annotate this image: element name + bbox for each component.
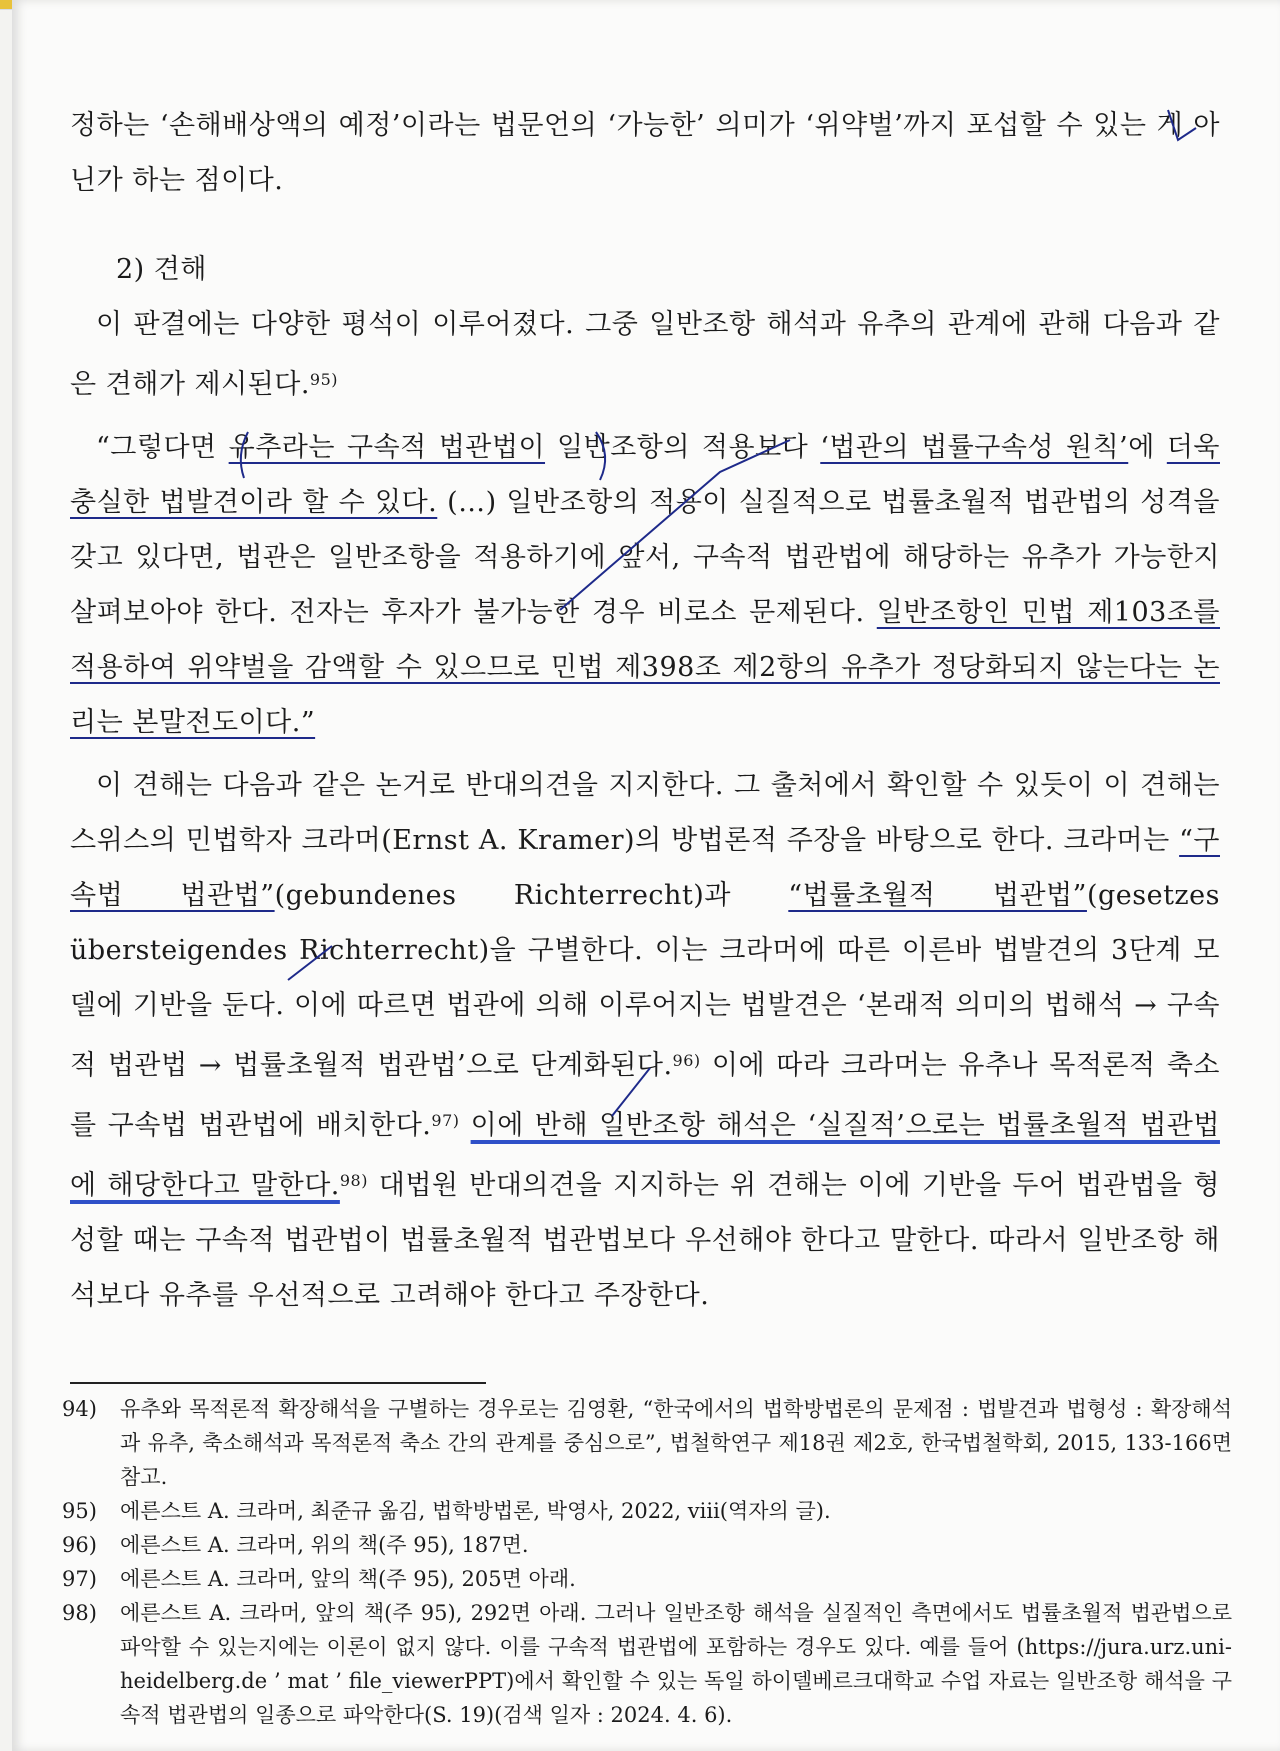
quote-underline-4: 일반조항인 민법 제103조를 적용하여 위약벌을 감액할 수 있으므로 민법 제398조 제2항의 유추가 정당화되지 않는다는 논리는 본말전도이다.” — [70, 597, 1220, 738]
document-body — [70, 98, 1220, 1323]
quote-text: 에 — [1128, 432, 1167, 463]
quote-text: 일반조항의 적용보다 — [545, 432, 821, 463]
footnote-text: 에른스트 A. 크라머, 최준규 옮김, 법학방법론, 박영사, 2022, viii(역자의 글). — [120, 1499, 831, 1523]
quote-text: “그렇다면 — [96, 432, 229, 463]
footnote-95 — [62, 1494, 1232, 1528]
kramer-text — [460, 1110, 471, 1141]
quote-underline-2: ‘법관의 법률구속성 원칙’ — [820, 432, 1129, 463]
footnote-94 — [62, 1392, 1232, 1494]
kramer-underline-1: “구속법 법관법” — [70, 825, 1220, 911]
intro-paragraph — [70, 98, 1220, 208]
footnote-ref-96: 96) — [672, 1051, 701, 1070]
footnote-text: 에른스트 A. 크라머, 앞의 책(주 95), 205면 아래. — [120, 1567, 576, 1591]
kramer-paragraph — [70, 758, 1220, 1323]
quote-underline-3: 더욱 충실한 법발견이라 할 수 있다. — [70, 432, 1220, 518]
footnote-96 — [62, 1528, 1232, 1562]
kramer-underline-2: “법률초월적 법관법” — [788, 880, 1087, 911]
footnote-98 — [62, 1596, 1232, 1732]
footnote-number: 98) — [62, 1601, 97, 1625]
footnote-ref-95: 95) — [309, 370, 339, 389]
footnote-separator — [70, 1382, 486, 1384]
footnote-ref-97: 97) — [431, 1111, 460, 1130]
opinion-paragraph — [70, 297, 1220, 412]
footnote-number: 94) — [62, 1397, 97, 1421]
footnote-ref-98: 98) — [339, 1171, 368, 1190]
kramer-text: 대법원 반대의견을 지지하는 위 견해는 이에 기반을 두어 법관법을 형성할 때는 구속적 법관법이 법률초월적 법관법보다 우선해야 한다고 말한다. 따라서 일반조항 해석보다 유추를 우선적으로 고려해야 한다고 주장한다. — [70, 1170, 1220, 1311]
quote-paragraph — [70, 420, 1220, 750]
intro-text: 정하는 ‘손해배상액의 예정’이라는 법문언의 ‘가능한’ 의미가 ‘위약벌’까지 포섭할 수 있는 게 아닌가 하는 점이다. — [70, 110, 1220, 196]
footnote-97 — [62, 1562, 1232, 1596]
footnote-number: 96) — [62, 1533, 97, 1557]
footnote-text: 에른스트 A. 크라머, 위의 책(주 95), 187면. — [120, 1533, 529, 1557]
opinion-text: 이 판결에는 다양한 평석이 이루어졌다. 그중 일반조항 해석과 유추의 관계에 관해 다음과 같은 견해가 제시된다. — [70, 309, 1220, 400]
footnote-number: 97) — [62, 1567, 97, 1591]
kramer-text: (gesetzes übersteigendes Richterrecht)을 구별한다. 이는 크라머에 따른 이른바 법발견의 3단계 모델에 기반을 둔다. 이에 따르면 법관에 의해 이루어지는 법발견은 ‘본래적 의미의 법해석 → 구속적 법관법 → 법률초월적 법관법’으로 단계화된다. — [70, 880, 1220, 1081]
kramer-text: 이 견해는 다음과 같은 논거로 반대의견을 지지한다. 그 출처에서 확인할 수 있듯이 이 견해는 스위스의 민법학자 크라머(Ernst A. Kramer)의 방법론적 주장을 바탕으로 한다. 크라머는 — [70, 770, 1220, 856]
kramer-highlight: 이에 반해 일반조항 해석은 ‘실질적’으로는 법률초월적 법관법에 해당한다고 말한다. — [70, 1110, 1220, 1201]
footnote-number: 95) — [62, 1499, 97, 1523]
kramer-text: (gebundenes Richterrecht)과 — [274, 880, 789, 911]
section-heading: 2) 견해 — [116, 254, 207, 285]
quote-underline-1: 유추라는 구속적 법관법이 — [228, 432, 546, 463]
footnote-text: 유추와 목적론적 확장해석을 구별하는 경우로는 김영환, “한국에서의 법학방법론의 문제점 : 법발견과 법형성 : 확장해석과 유추, 축소해석과 목적론적 축소 간의 관계를 중심으로”, 법철학연구 제18권 제2호, 한국법철학회, 2015, 133-166면 참고. — [120, 1397, 1232, 1489]
footnotes — [62, 1392, 1232, 1732]
footnote-text: 에른스트 A. 크라머, 앞의 책(주 95), 292면 아래. 그러나 일반조항 해석을 실질적인 측면에서도 법률초월적 법관법으로 파악할 수 있는지에는 이론이 없지 않다. 이를 구속적 법관법에 포함하는 경우도 있다. 예를 들어 (https://jura.urz.uni-heidelberg.de ’ mat ’ file_viewerPPT)에서 확인할 수 있는 독일 하이델베르크대학교 수업 자료는 일반조항 해석을 구속적 법관법의 일종으로 파악한다(S. 19)(검색 일자 : 2024. 4. 6). — [120, 1601, 1232, 1727]
quote-text: (…) 일반조항의 적용이 실질적으로 법률초월적 법관법의 성격을 갖고 있다면, 법관은 일반조항을 적용하기에 앞서, 구속적 법관법에 해당하는 유추가 가능한지 살펴보아야 한다. 전자는 후자가 불가능한 경우 비로소 문제된다. — [70, 487, 1220, 628]
kramer-text: 이에 따라 크라머는 유추나 목적론적 축소를 구속법 법관법에 배치한다. — [70, 1050, 1220, 1141]
